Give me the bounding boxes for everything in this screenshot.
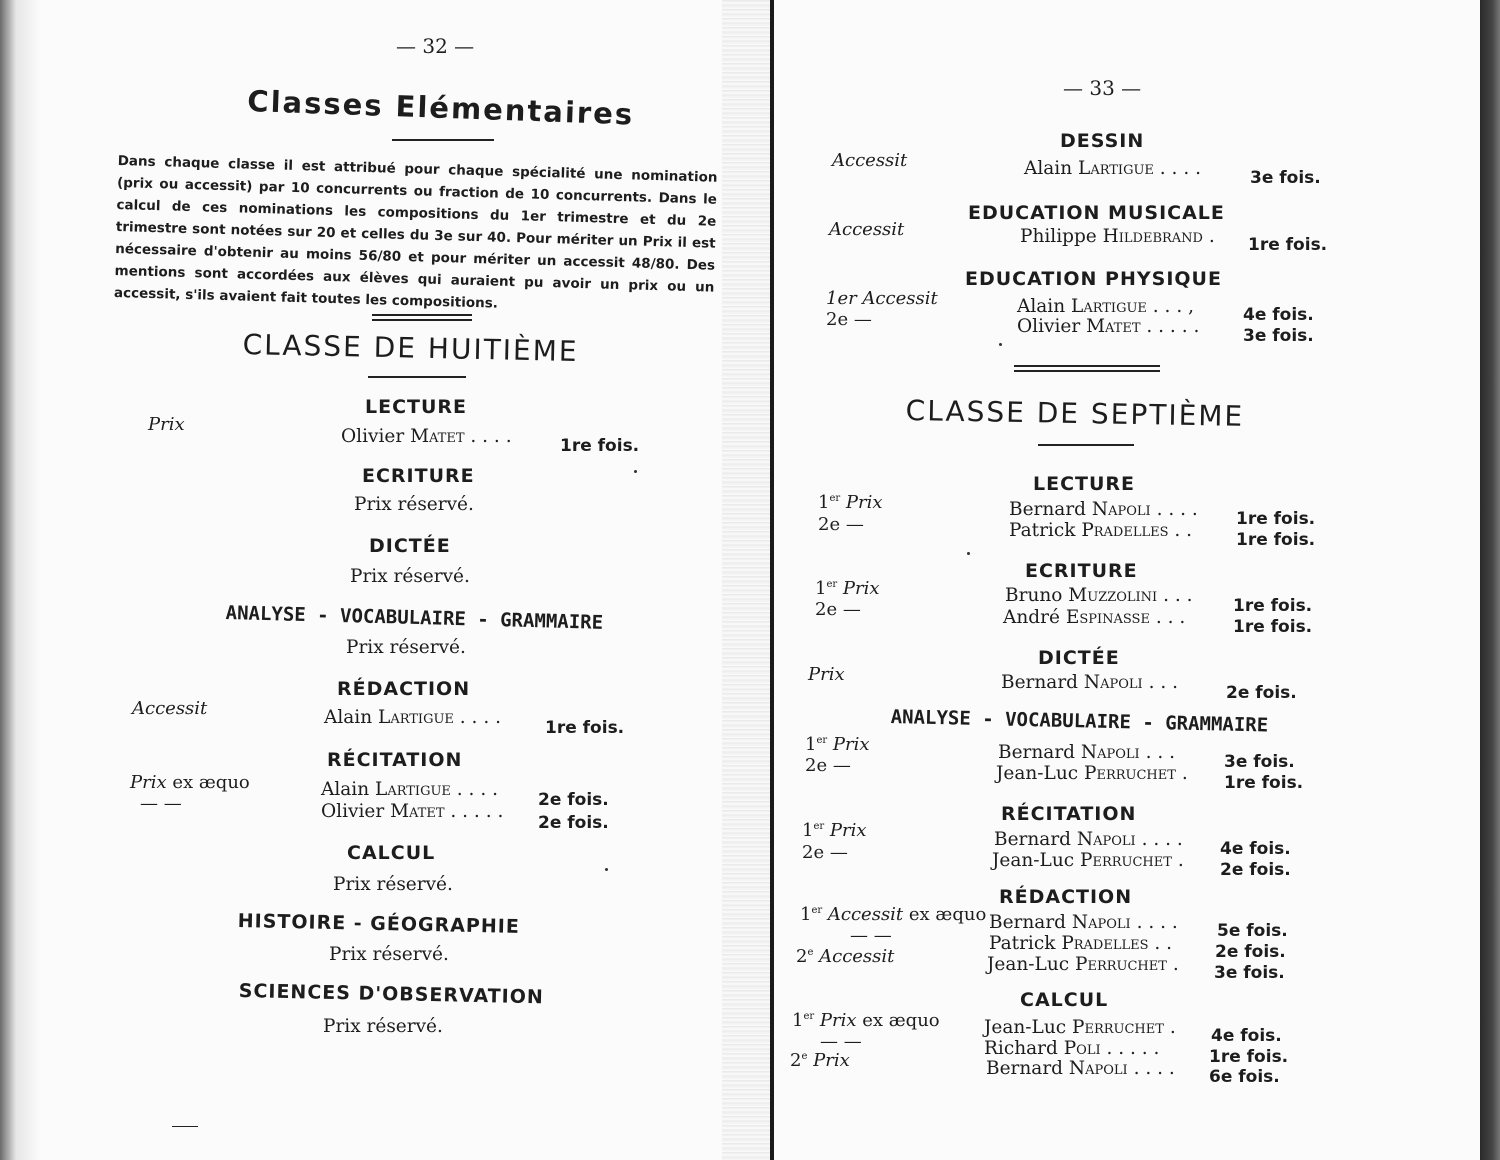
student-entry: Alain Lartigue . . . .: [321, 779, 498, 800]
award-label: Prix: [148, 414, 185, 435]
student-entry: Philippe Hildebrand .: [1020, 226, 1215, 247]
award-label: 1er Prix: [815, 578, 880, 599]
student-entry: Alain Lartigue . . . ,: [1017, 296, 1194, 317]
student-entry: Jean-Luc Perruchet .: [996, 763, 1188, 784]
student-entry: Patrick Pradelles . .: [989, 933, 1173, 954]
award-label-repeat: — —: [140, 793, 182, 814]
count: 1re fois.: [1236, 509, 1316, 529]
student-entry: Bernard Napoli . . . .: [989, 912, 1178, 933]
award-label: Prix: [808, 664, 845, 685]
student-entry: Bernard Napoli . . . .: [1009, 499, 1198, 520]
award-label: 1er Accessit: [826, 288, 938, 309]
ornament-rule: [392, 139, 494, 141]
heading-dictee: DICTÉE: [1038, 647, 1120, 669]
heading-ecriture: ECRITURE: [362, 465, 475, 487]
student-entry: Olivier Matet . . . .: [341, 426, 512, 447]
student-entry: Bruno Muzzolini . . .: [1005, 585, 1193, 606]
student-entry: Alain Lartigue . . . .: [324, 707, 501, 728]
heading-recitation: RÉCITATION: [327, 749, 463, 771]
heading-redaction: RÉDACTION: [337, 678, 471, 700]
heading-analyse: ANALYSE - VOCABULAIRE - GRAMMAIRE: [890, 706, 1269, 737]
heading-musicale: EDUCATION MUSICALE: [968, 202, 1225, 224]
student-entry: Jean-Luc Perruchet .: [992, 850, 1184, 871]
count: 3e fois.: [1243, 326, 1314, 346]
heading-dictee: DICTÉE: [369, 535, 451, 557]
section-rule: [368, 376, 466, 378]
heading-calcul: CALCUL: [347, 842, 436, 864]
count: 2e fois.: [1215, 942, 1286, 962]
count: 4e fois.: [1243, 305, 1314, 325]
scan-mark: [172, 1126, 198, 1127]
heading-calcul: CALCUL: [1020, 989, 1109, 1011]
reserved-note: Prix réservé.: [354, 494, 474, 515]
heading-histoire: HISTOIRE - GÉOGRAPHIE: [237, 910, 521, 938]
page-33: [728, 0, 1500, 1160]
reserved-note: Prix réservé.: [350, 566, 470, 587]
award-label-repeat: — —: [850, 925, 892, 946]
scan-speck: [999, 343, 1002, 346]
scan-speck: [634, 470, 637, 473]
student-entry: Bernard Napoli . . . .: [994, 829, 1183, 850]
count: 2e fois.: [538, 813, 609, 833]
scan-speck: [605, 868, 608, 871]
section-rule: [1038, 444, 1134, 446]
award-label-second: 2e —: [805, 755, 851, 776]
heading-ecriture: ECRITURE: [1025, 560, 1138, 582]
award-label-second: 2e —: [802, 842, 848, 863]
reserved-note: Prix réservé.: [346, 637, 466, 658]
heading-lecture: LECTURE: [1033, 473, 1136, 495]
heading-analyse: ANALYSE - VOCABULAIRE - GRAMMAIRE: [225, 602, 604, 634]
count: 4e fois.: [1211, 1026, 1282, 1046]
count: 2e fois.: [538, 790, 609, 810]
award-label: 1er Prix: [818, 492, 883, 513]
award-label: 1er Accessit ex æquo: [800, 904, 987, 925]
reserved-note: Prix réservé.: [333, 874, 453, 895]
count: 1re fois.: [1209, 1047, 1289, 1067]
award-label-repeat: — —: [820, 1031, 862, 1052]
award-label: Accessit: [829, 219, 905, 240]
award-label: Prix ex æquo: [130, 772, 250, 793]
award-label-second: 2e —: [818, 514, 864, 535]
count: 3e fois.: [1250, 168, 1321, 188]
count: 1re fois.: [1233, 617, 1313, 637]
heading-recitation: RÉCITATION: [1001, 803, 1137, 825]
count: 1re fois.: [1236, 530, 1316, 550]
award-label-second: 2e —: [826, 309, 872, 330]
double-rule: [372, 314, 472, 321]
heading-redaction: RÉDACTION: [999, 886, 1133, 908]
award-label: 1er Prix: [802, 820, 867, 841]
award-label-third: 2e Prix: [790, 1050, 850, 1071]
count: 3e fois.: [1224, 752, 1295, 772]
page-number: — 32 —: [396, 34, 475, 58]
heading-sciences: SCIENCES D'OBSERVATION: [238, 980, 544, 1009]
count: 6e fois.: [1209, 1067, 1280, 1087]
award-label-second: 2e —: [815, 599, 861, 620]
award-label: Accessit: [832, 150, 908, 171]
student-entry: Bernard Napoli . . .: [1001, 672, 1178, 693]
student-entry: Alain Lartigue . . . .: [1024, 158, 1201, 179]
intro-paragraph: Dans chaque classe il est attribué pour chaque spécialité une nomination (prix ou accessit) par 10 concurrents ou fraction de 10 concurrents. Dans le calcul de ces nominations les compositions du 1er trimestre et du 2e trimestre sont notées sur 20 et celles du 3e sur 40. Pour mériter un Prix il est nécessaire d'obtenir au moins 56/80 et pour mériter un accessit 48/80. Des mentions sont accordées aux élèves qui auraient pu avoir un prix ou un accessit, s'ils avaient fait toutes les compositions.: [113, 152, 718, 312]
page-32: [0, 0, 728, 1160]
student-entry: Olivier Matet . . . . .: [321, 801, 504, 822]
count: 1re fois.: [1233, 596, 1313, 616]
heading-physique: EDUCATION PHYSIQUE: [965, 268, 1222, 290]
student-entry: Patrick Pradelles . .: [1009, 520, 1193, 541]
count: 4e fois.: [1220, 839, 1291, 859]
student-entry: Jean-Luc Perruchet .: [987, 954, 1179, 975]
count: 1re fois.: [545, 718, 625, 738]
student-entry: Jean-Luc Perruchet .: [984, 1017, 1176, 1038]
page-title: Classes Elémentaires: [246, 84, 635, 132]
student-entry: André Espinasse . . .: [1003, 607, 1186, 628]
award-label: Accessit: [132, 698, 208, 719]
page-number: — 33 —: [1063, 76, 1142, 100]
reserved-note: Prix réservé.: [323, 1016, 443, 1037]
heading-lecture: LECTURE: [365, 396, 468, 418]
award-label: 1er Prix: [805, 734, 870, 755]
scan-speck: [967, 552, 970, 555]
reserved-note: Prix réservé.: [329, 944, 449, 965]
award-label: 1er Prix ex æquo: [792, 1010, 940, 1031]
class-title-septieme: CLASSE DE SEPTIÈME: [905, 394, 1245, 433]
count: 2e fois.: [1220, 860, 1291, 880]
count: 1re fois.: [560, 436, 640, 456]
heading-dessin: DESSIN: [1060, 130, 1145, 152]
class-title-huitieme: CLASSE DE HUITIÈME: [242, 328, 579, 369]
student-entry: Richard Poli . . . . .: [984, 1038, 1160, 1059]
count: 2e fois.: [1226, 683, 1297, 703]
count: 1re fois.: [1224, 773, 1304, 793]
student-entry: Olivier Matet . . . . .: [1017, 316, 1200, 337]
double-rule: [1014, 365, 1160, 372]
student-entry: Bernard Napoli . . . .: [986, 1058, 1175, 1079]
award-label-third: 2e Accessit: [796, 946, 895, 967]
count: 5e fois.: [1217, 921, 1288, 941]
count: 1re fois.: [1248, 235, 1328, 255]
student-entry: Bernard Napoli . . .: [998, 742, 1175, 763]
count: 3e fois.: [1214, 963, 1285, 983]
